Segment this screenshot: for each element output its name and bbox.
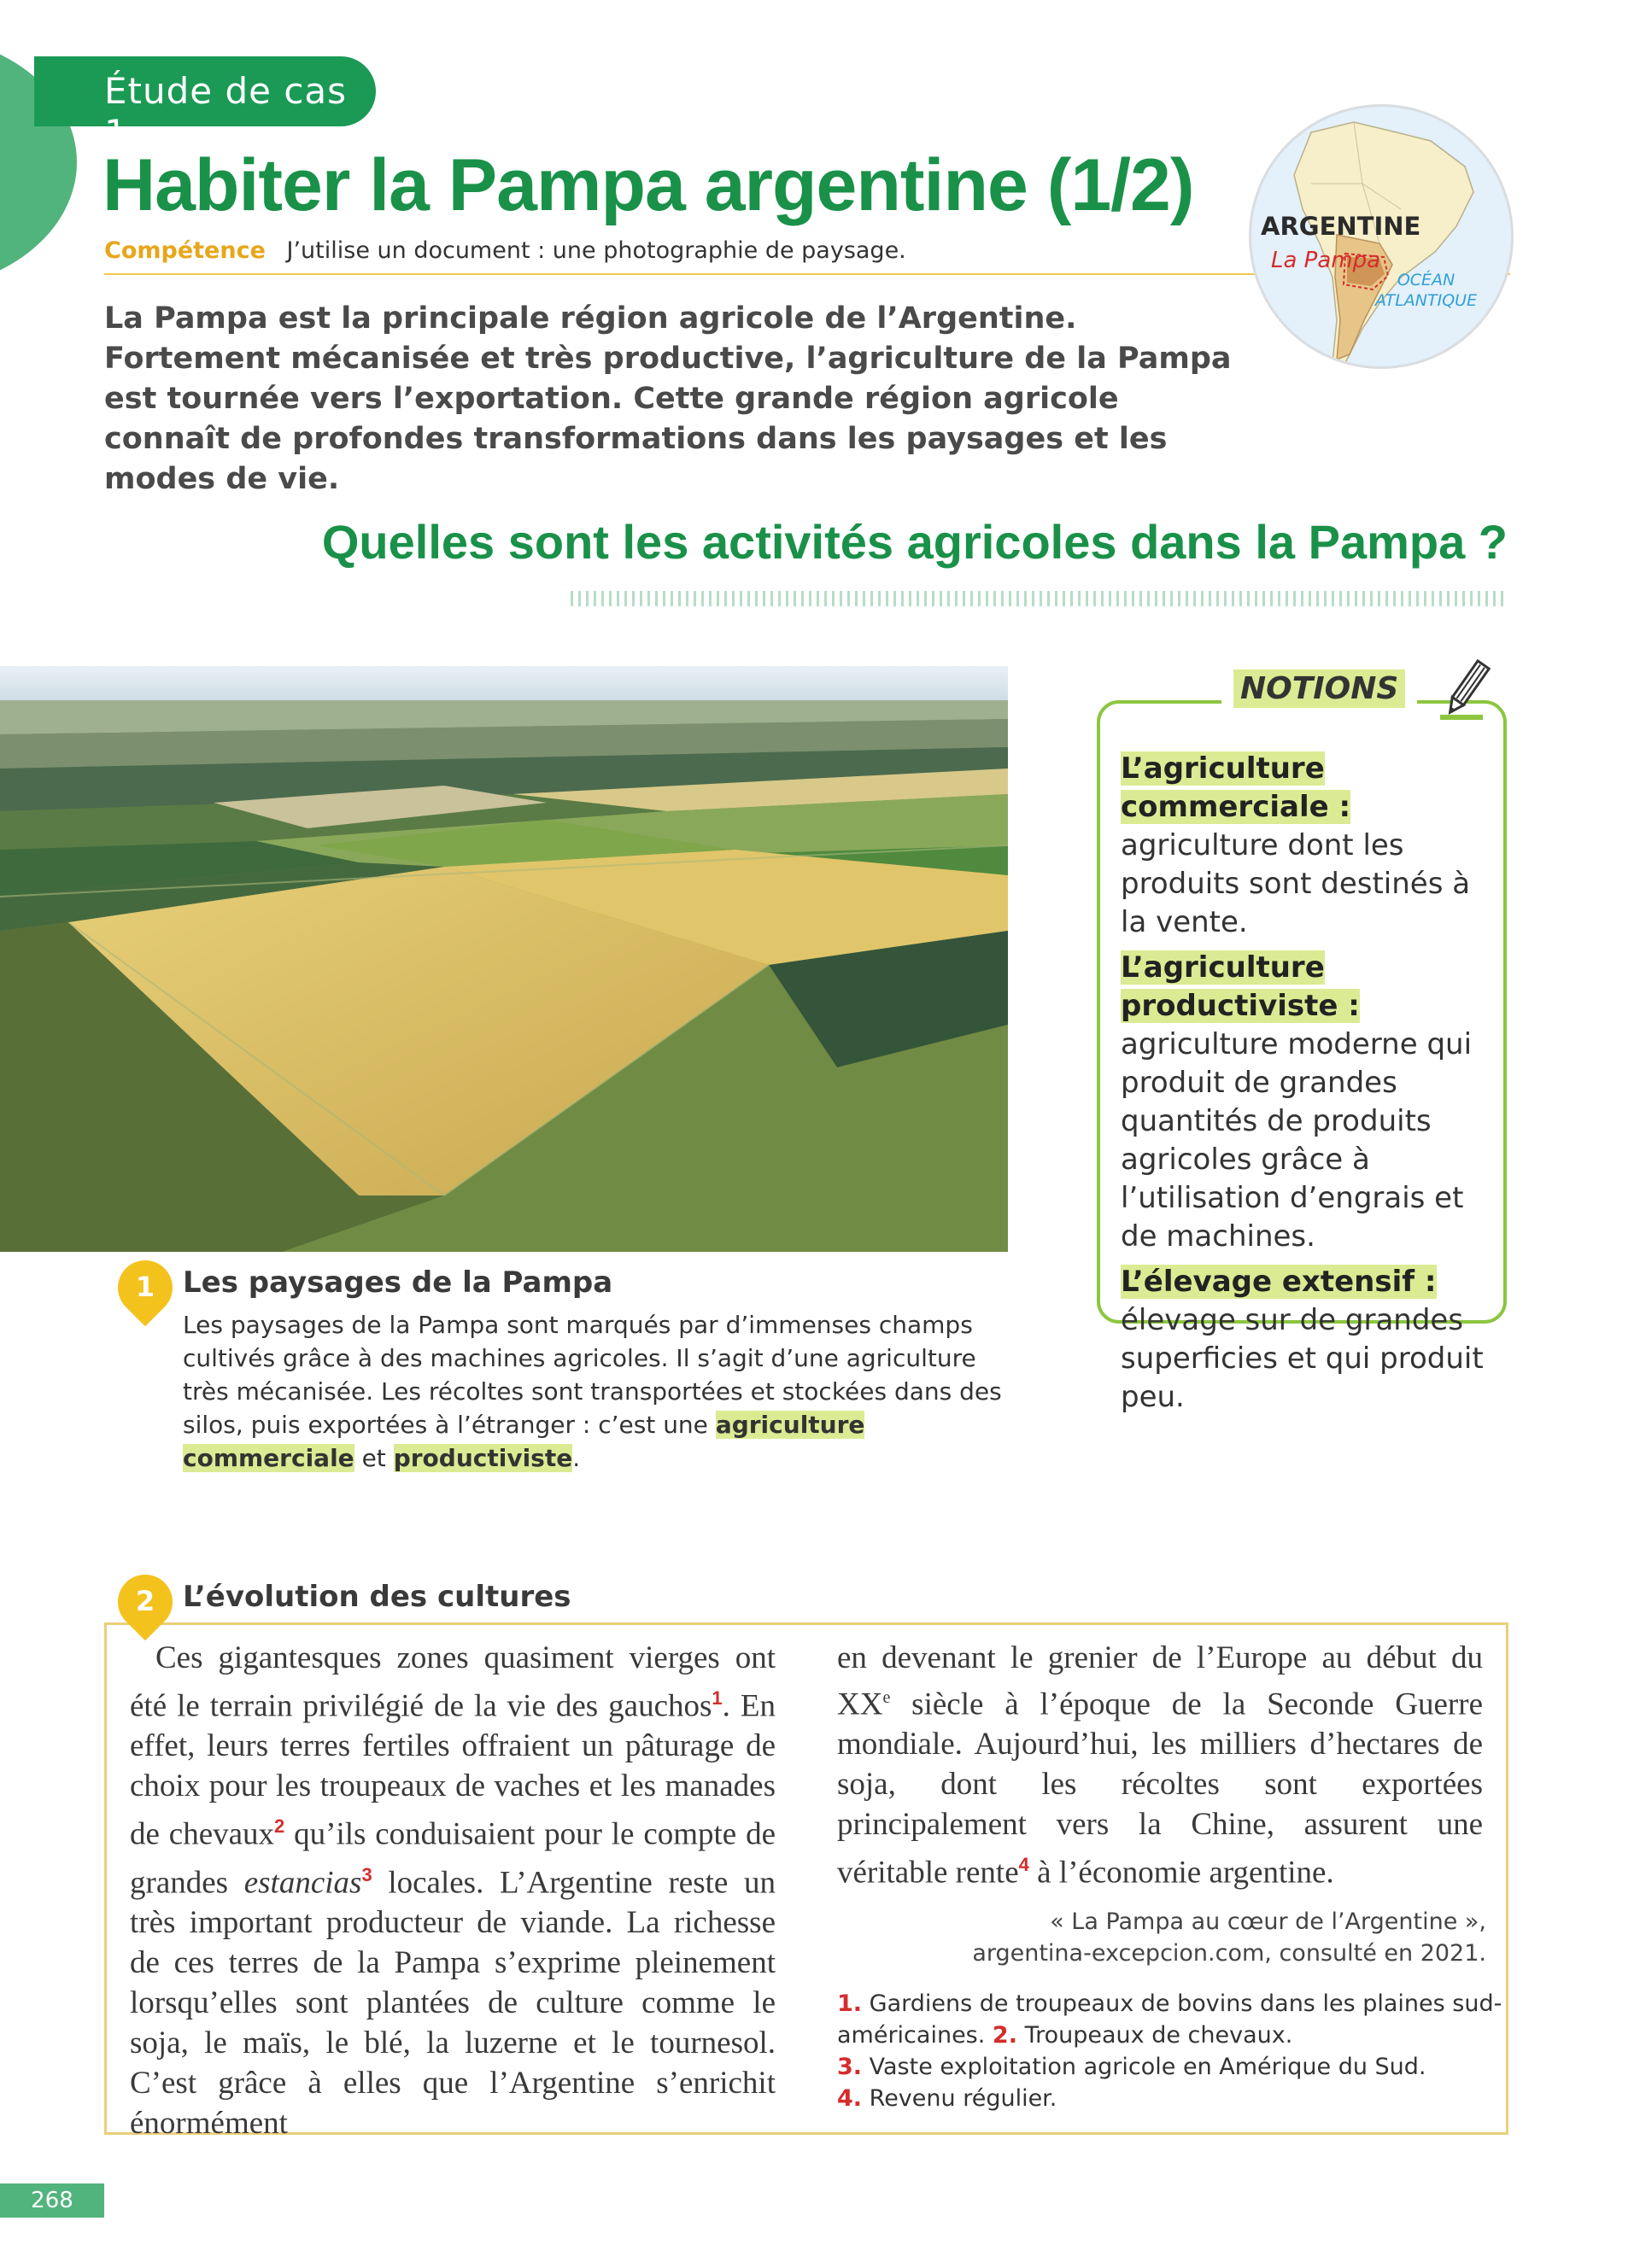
competence-label: Compétence (104, 237, 266, 264)
page-number: 268 (0, 2183, 104, 2218)
doc1-title: Les paysages de la Pampa (183, 1266, 613, 1300)
south-america-shape (1294, 122, 1473, 363)
notions-definitions (1121, 750, 1496, 1423)
doc1-caption: Les paysages de la Pampa sont marqués par d’immenses champs cultivés grâce à des machines agricoles. Il s’agit d’une agriculture très mécanisée. Les récoltes sont transportées et stockées dans des silos, puis exportées à l’étranger : c’est une agriculture commerciale et productiviste. (183, 1311, 1002, 1472)
case-study-tag (34, 56, 376, 154)
case-study-label: Étude de cas 1 (104, 70, 348, 154)
competence-line (104, 237, 906, 264)
intro-paragraph: La Pampa est la principale région agricole de l’Argentine. Fortement mécanisée et très productive, l’agriculture de la Pampa est tournée vers l’exportation. Cette grande région agricole connaît de profondes transformations dans les paysages et les modes de vie. (104, 301, 1232, 496)
term-highlight: productiviste (393, 1444, 573, 1472)
pampa-landscape-photo (0, 666, 1008, 1252)
notion-commerciale: L’agriculture commerciale : agriculture dont les produits sont destinés à la vente. (1121, 751, 1471, 939)
notions-title: NOTIONS (1221, 671, 1417, 706)
page-title: Habiter la Pampa argentine (1/2) (102, 144, 1194, 226)
pencil-icon (1432, 656, 1500, 724)
doc2-footnotes: 1. Gardiens de troupeaux de bovins dans les plaines sud-américaines. 2. Troupeaux de chevaux. 3. Vaste exploitation agricole en Amérique du Sud. 4. Revenu régulier. (837, 1990, 1502, 2112)
doc2-text-col2: en devenant le grenier de l’Europe au début du XXe siècle à l’époque de la Seconde Guerre mondiale. Aujourd’hui, les milliers d’hectares de soja, dont les récoltes sont exportées principalement vers la Chine, assurent une véritable rente$^4$ à l’économie argentine. (837, 1640, 1483, 1891)
doc2-source: « La Pampa au cœur de l’Argentine », argentina-excepcion.com, consulté en 2021. (972, 1909, 1486, 1967)
section-question: Quelles sont les activités agricoles dans la Pampa ? (321, 515, 1508, 569)
map-label-region: La Pampa (1271, 248, 1381, 273)
map-label-ocean: OCÉAN ATLANTIQUE (1375, 271, 1478, 310)
competence-text: J’utilise un document : une photographie de paysage. (286, 237, 906, 264)
doc2-title: L’évolution des cultures (183, 1580, 580, 1614)
notion-productiviste: L’agriculture productiviste : agriculture moderne qui produit de grandes quantités de produits agricoles grâce à l’utilisation d’engrais et de machines. (1121, 950, 1473, 1254)
doc2-number: 2 (135, 1585, 155, 1617)
term-highlight: agriculture commerciale (183, 1411, 865, 1472)
notion-elevage-extensif: L’élevage extensif : élevage sur de grandes superficies et qui produit peu. (1121, 1265, 1484, 1414)
doc2-text-col1: Ces gigantesques zones quasiment vierges ont été le terrain privilégié de la vie des gauchos$^1$. En effet, leurs terres fertiles offraient un pâturage de choix pour les troupeaux de vaches et les manades de chevaux$^2$ qu’ils conduisaient pour le compte de grandes estancias$^3$ locales. L’Argentine reste un très important producteur de viande. La richesse de ces terres de la Pampa s’exprime pleinement lorsqu’elles sont plantées de culture comme le soja, le maïs, le blé, la luzerne et le tournesol. C’est grâce à elles que l’Argentine s’enrichit énormément (130, 1640, 776, 2141)
map-label-country: ARGENTINE (1261, 212, 1421, 241)
doc1-number: 1 (135, 1271, 155, 1303)
question-divider (571, 591, 1508, 606)
